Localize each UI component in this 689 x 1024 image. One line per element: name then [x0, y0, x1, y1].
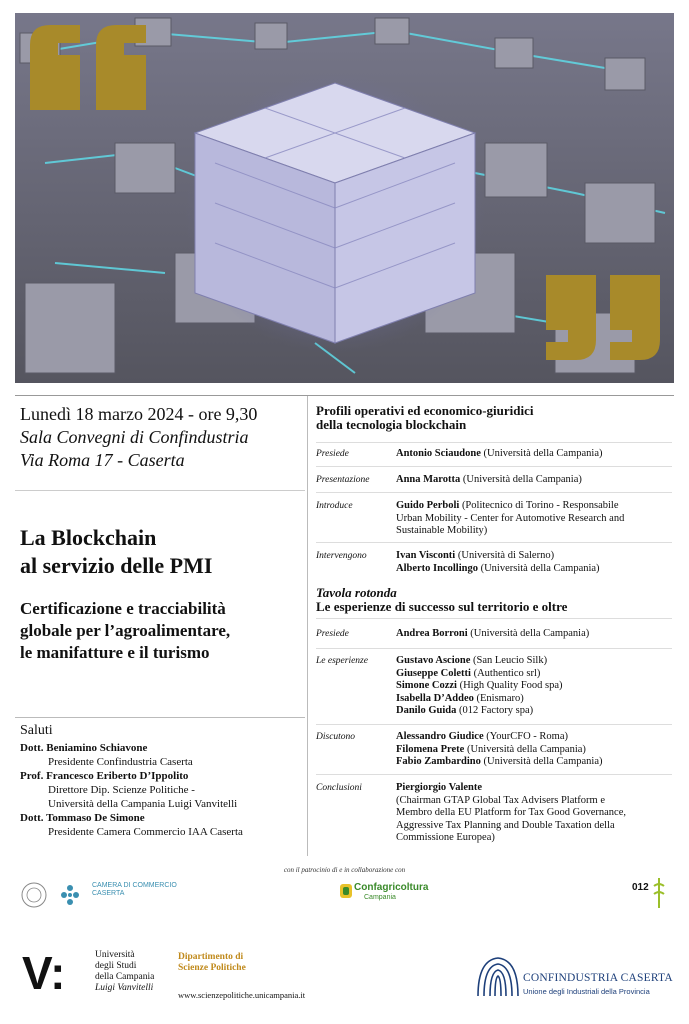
speaker-affiliation: Urban Mobility - Center for Automotive Research and: [396, 512, 625, 524]
program-section: [316, 403, 672, 843]
separator: [316, 542, 672, 543]
logo-012: [632, 882, 649, 893]
top-divider: [15, 395, 674, 396]
speaker-affiliation: (Università della Campania): [466, 743, 586, 755]
row-label: Le esperienze: [316, 656, 368, 666]
speaker-name: Simone Cozzi: [396, 680, 457, 691]
row-label: Discutono: [316, 732, 356, 742]
separator: [316, 648, 672, 649]
event-subtitle: [20, 598, 305, 664]
event-title: [20, 524, 212, 580]
close-quote-icon: [542, 275, 662, 360]
speaker-name: Gustavo Ascione: [396, 655, 471, 666]
event-info: [20, 403, 257, 472]
sponsor-seal-icons: [20, 880, 90, 910]
speaker-affiliation: Sustainable Mobility): [396, 525, 488, 536]
department-name: [178, 952, 246, 974]
separator: [316, 492, 672, 493]
confagricoltura-logo: [354, 883, 428, 903]
confindustria-name: CONFINDUSTRIA CASERTA: [523, 972, 673, 984]
saluti-name: Dott. Tommaso De Simone: [20, 812, 145, 824]
patronage-label: con il patrocinio di e in collaborazione con: [283, 866, 406, 874]
speaker-affiliation: (High Quality Food spa): [459, 680, 563, 691]
roundtable-heading: [316, 586, 567, 614]
confagricoltura-sub: Campania: [364, 894, 396, 901]
confagricoltura-name: Confagricoltura: [354, 882, 429, 893]
roundtable-title: Tavola rotonda: [316, 585, 397, 600]
confindustria-arch-icon: [475, 954, 521, 998]
separator: [316, 724, 672, 725]
saluti-heading: Saluti: [20, 723, 53, 738]
subtitle-line-2: globale per l’agroalimentare,: [20, 621, 231, 640]
roundtable-subtitle: Le esperienze di successo sul territorio e oltre: [316, 599, 568, 614]
separator: [316, 442, 672, 443]
saluti-name: Dott. Beniamino Schiavone: [20, 742, 148, 754]
dip-line: Dipartimento di: [178, 952, 244, 962]
subtitle-line-3: le manifatture e il turismo: [20, 643, 210, 662]
speaker-name: Ivan Visconti: [396, 550, 456, 561]
university-name: [95, 950, 154, 994]
speaker-name: Alberto Incollingo: [396, 562, 478, 574]
speaker-affiliation: (YourCFO - Roma): [486, 731, 569, 742]
separator: [316, 774, 672, 775]
row-label: Intervengono: [316, 551, 367, 561]
date-divider: [15, 490, 305, 491]
speaker-affiliation: (Università della Campania): [470, 628, 590, 639]
speaker-name: Anna Marotta: [396, 474, 461, 485]
confagricoltura-mark-icon: [340, 884, 352, 898]
row-label: Introduce: [316, 501, 353, 511]
speaker-affiliation: Aggressive Tax Planning and Double Taxation della: [396, 819, 615, 831]
title-line-2: al servizio delle PMI: [20, 553, 213, 578]
speaker-name: Antonio Sciaudone: [396, 448, 481, 459]
speaker-name: Isabella D’Addeo: [396, 692, 474, 704]
speaker-name: Andrea Borroni: [396, 628, 468, 639]
speaker-affiliation: (Università della Campania): [480, 562, 600, 574]
speaker-name: Alessandro Giudice: [396, 731, 484, 742]
factory-mark-icon: [652, 876, 666, 910]
speaker-affiliation: (San Leucio Silk): [473, 655, 548, 666]
speaker-name: Guido Perboli: [396, 500, 460, 511]
speaker-affiliation: Membro della EU Platform for Tax Good Governance,: [396, 807, 627, 818]
open-quote-icon: [30, 25, 150, 110]
row-label: Conclusioni: [316, 783, 362, 793]
speaker-affiliation: (Politecnico di Torino - Responsabile: [461, 500, 619, 511]
event-date: Lunedì 18 marzo 2024 - ore 9,30: [20, 404, 258, 424]
saluti-name: Prof. Francesco Eriberto D’Ippolito: [20, 770, 189, 782]
speaker-affiliation: (Chairman GTAP Global Tax Advisers Platform e: [396, 794, 605, 806]
speaker-affiliation: Commissione Europea): [396, 832, 495, 843]
row-label: Presiede: [316, 449, 349, 459]
speaker-name: Danilo Guida: [396, 705, 457, 716]
speaker-affiliation: (Università della Campania): [462, 474, 582, 485]
vanvitelli-logo-icon: V:: [22, 947, 66, 999]
uni-line: della Campania: [95, 972, 155, 982]
saluti-role: Presidente Camera Commercio IAA Caserta: [48, 826, 243, 838]
confindustria-tagline: Unione degli Industriali della Provincia: [523, 987, 650, 996]
speaker-affiliation: (Università di Salerno): [457, 550, 555, 561]
camera-line-1: CAMERA DI COMMERCIO: [92, 882, 177, 889]
uni-line: Università: [95, 950, 135, 960]
column-divider: [307, 396, 308, 856]
separator: [316, 618, 672, 619]
camera-commercio-logo: [92, 882, 177, 898]
speaker-name: Giuseppe Coletti: [396, 667, 471, 679]
hero-image: [15, 13, 674, 383]
speaker-affiliation: (012 Factory spa): [459, 705, 534, 716]
saluti-divider: [15, 717, 305, 718]
speaker-name: Piergiorgio Valente: [396, 782, 483, 793]
speaker-affiliation: (Authentico srl): [473, 667, 541, 679]
uni-line: degli Studi: [95, 961, 137, 971]
program-title-1: Profili operativi ed economico-giuridici: [316, 403, 534, 418]
title-line-1: La Blockchain: [20, 525, 157, 550]
event-address: Via Roma 17 - Caserta: [20, 450, 185, 470]
logo-012-text: 012: [632, 882, 649, 893]
speaker-name: Fabio Zambardino: [396, 756, 481, 767]
separator: [316, 466, 672, 467]
row-label: Presiede: [316, 629, 349, 639]
confindustria-logo: [475, 954, 675, 1003]
saluti-role: Direttore Dip. Scienze Politiche -: [48, 784, 195, 796]
department-url[interactable]: www.scienzepolitiche.unicampania.it: [178, 990, 306, 1000]
subtitle-line-1: Certificazione e tracciabilità: [20, 599, 226, 618]
uni-line: Luigi Vanvitelli: [95, 983, 154, 993]
saluti-section: [20, 724, 305, 839]
program-title-2: della tecnologia blockchain: [316, 417, 467, 432]
speaker-affiliation: (Enismaro): [476, 692, 524, 704]
camera-line-2: CASERTA: [92, 890, 125, 897]
speaker-affiliation: (Università della Campania): [483, 756, 603, 767]
dip-line: Scienze Politiche: [178, 963, 246, 973]
saluti-role: Presidente Confindustria Caserta: [48, 756, 193, 768]
event-venue: Sala Convegni di Confindustria: [20, 427, 249, 447]
speaker-affiliation: (Università della Campania): [483, 448, 603, 459]
saluti-role: Università della Campania Luigi Vanvitelli: [48, 798, 238, 810]
speaker-name: Filomena Prete: [396, 743, 465, 755]
row-label: Presentazione: [316, 475, 370, 485]
